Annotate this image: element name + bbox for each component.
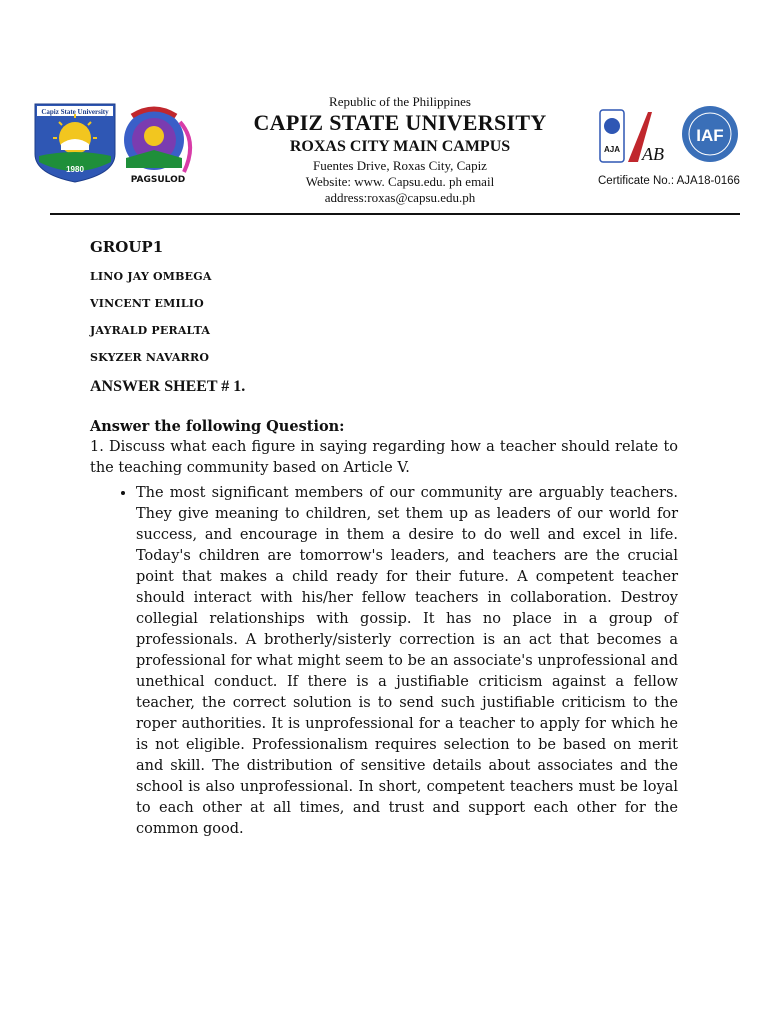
letterhead-text — [200, 94, 600, 206]
svg-text:1980: 1980 — [66, 165, 84, 174]
college-emblem-logo — [118, 102, 202, 184]
address-line-1: Fuentes Drive, Roxas City, Capiz — [313, 158, 487, 173]
document-body — [90, 238, 678, 840]
svg-text:AJA: AJA — [603, 145, 621, 154]
campus-name: ROXAS CITY MAIN CAMPUS — [289, 138, 511, 155]
answer-sheet-title: ANSWER SHEET # 1. — [90, 378, 246, 395]
question-text: 1. Discuss what each figure in saying regarding how a teacher should relate to the teaching community based on Article V. — [90, 439, 678, 476]
member-name: VINCENT EMILIO — [90, 297, 204, 310]
svg-text:IAF: IAF — [696, 126, 724, 145]
member-name: JAYRALD PERALTA — [90, 324, 211, 337]
certification-logos — [598, 104, 743, 194]
svg-text:PAGSULOD: PAGSULOD — [130, 175, 186, 184]
republic-line: Republic of the Philippines — [329, 94, 471, 109]
member-name: SKYZER NAVARRO — [90, 351, 210, 364]
svg-text:AB: AB — [642, 144, 664, 164]
question-heading: Answer the following Question: — [90, 418, 345, 435]
member-name: LINO JAY OMBEGA — [90, 270, 212, 283]
answer-list — [90, 483, 678, 840]
university-name: CAPIZ STATE UNIVERSITY — [253, 110, 547, 135]
address-line-3: address:roxas@capsu.edu.ph — [324, 190, 476, 205]
header-divider — [50, 213, 740, 215]
answer-paragraph: • The most significant members of our community are arguably teachers. They give meaning to children, set them up as leaders of our world for success, and encourage in them a desire to do well and excel in life. Today's children are tomorrow's leaders, and teachers are the crucial point that makes a child ready for their future. A competent teacher should interact with his/her fellow teachers in collaboration. Destroy collegial relationships with gossip. It has no place in a group of professionals. A brotherly/sisterly correction is an act that becomes a professional for what might seem to be an associate's unprofessional and unethical conduct. If there is a justifiable criticism against a fellow teacher, the correct solution is to send such justifiable criticism to the roper authorities. It is unprofessional for a teacher to apply for which he is not eligible. Professionalism requires selection to be based on merit and skill. The distribution of sensitive details about associates and the school is also unprofessional. In short, competent teachers must be loyal to each other at all times, and trust and support each other for the common good. — [136, 483, 678, 840]
svg-text:Certificate No.: AJA18-0166: Certificate No.: AJA18-0166 — [598, 175, 740, 187]
address-line-2: Website: www. Capsu.edu. ph email — [305, 174, 495, 189]
svg-text:Capiz State University: Capiz State University — [41, 108, 109, 116]
capsu-seal-logo — [31, 100, 119, 184]
letterhead — [0, 90, 768, 215]
group-label: GROUP1 — [90, 238, 164, 256]
